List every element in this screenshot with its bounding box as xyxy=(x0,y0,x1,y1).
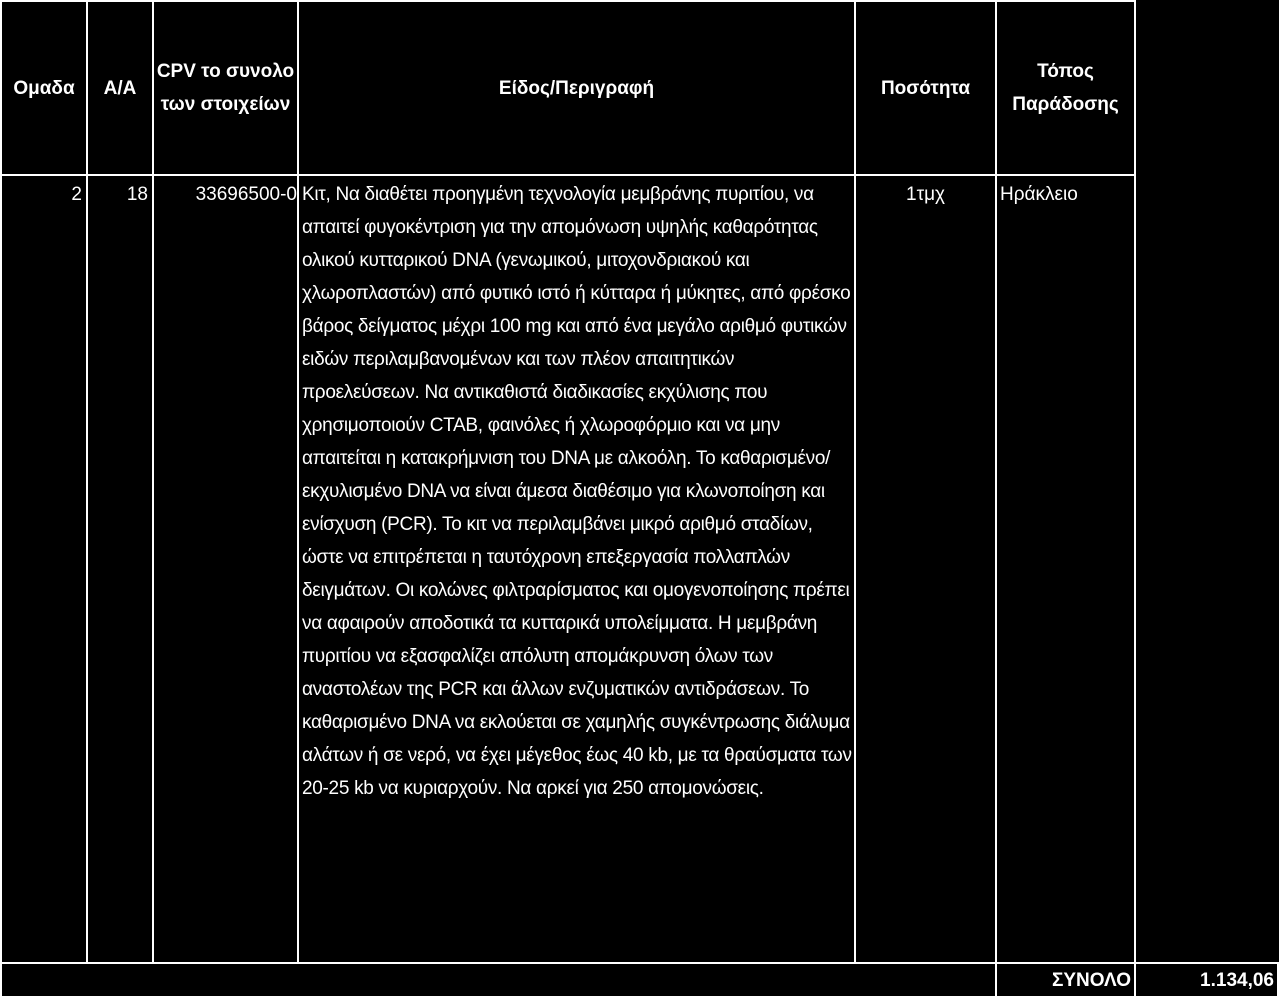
header-description-label: Είδος/Περιγραφή xyxy=(498,77,655,99)
header-delivery-place xyxy=(997,2,1134,174)
row-quantity: 1τμχ xyxy=(906,184,945,205)
header-cpv-label: CPV το συνολο των στοιχείων xyxy=(156,61,295,115)
header-group xyxy=(2,2,86,174)
header-cpv xyxy=(154,2,297,174)
col-border-6 xyxy=(1134,0,1136,998)
row-description: Κιτ, Να διαθέτει προηγμένη τεχνολογία μεμβράνης πυριτίου, να απαιτεί φυγοκέντριση για την απομόνωση υψηλής καθαρότητας ολικού κυτταρικού DNA (γενωμικού, μιτοχονδριακού και χλωροπλαστών) από φυτικό ιστό ή κύτταρα ή μύκητες, από φρέσκο βάρος δείγματος μέχρι 100 mg και από ένα μεγάλο αριθμό φυτικών ειδών περιλαμβανομένων και των πλέον απαιτητικών προελεύσεων. Να αντικαθιστά διαδικασίες εκχύλισης που χρησιμοποιούν CTAB, φαινόλες ή χλωροφόρμιο και να μην απαιτείται η κατακρήμνιση του DNA με αλκοόλη. Το καθαρισμένο/εκχυλισμένο DNA να είναι άμεσα διαθέσιμο για κλωνοποίηση και ενίσχυση (PCR). Το κιτ να περιλαμβάνει μικρό αριθμό σταδίων, ώστε να επιτρέπεται η ταυτόχρονη επεξεργασία πολλαπλών δειγμάτων. Οι κολώνες φιλτραρίσματος και ομογενοποίησης πρέπει να αφαιρούν αποδοτικά τα κυτταρικά υπολείμματα. Η μεμβράνη πυριτίου να εξασφαλίζει απόλυτη απομάκρυνση όλων των αναστολέων της PCR και άλλων ενζυματικών αντιδράσεων. Το καθαρισμένο DNA να εκλούεται σε χαμηλής συγκέντρωσης διάλυμα αλάτων ή σε νερό, να έχει μέγεθος έως 40 kb, με τα θραύσματα των 20-25 kb να κυριαρχούν. Να αρκεί για 250 απομονώσεις. xyxy=(302,184,852,799)
header-group-label: Ομαδα xyxy=(13,77,75,99)
header-quantity-label: Ποσότητα xyxy=(880,77,971,99)
total-label: ΣΥΝΟΛΟ xyxy=(1051,969,1131,991)
header-delivery-place-label: Τόπος Παράδοσης xyxy=(1012,61,1119,115)
header-aa-label: Α/Α xyxy=(103,77,137,99)
header-aa xyxy=(88,2,152,174)
row-delivery-place: Ηράκλειο xyxy=(1000,184,1078,205)
row-group: 2 xyxy=(71,184,82,205)
header-description xyxy=(299,2,854,174)
row-cpv: 33696500-0 xyxy=(195,184,297,205)
row-aa: 18 xyxy=(126,184,148,205)
header-quantity xyxy=(856,2,995,174)
total-value: 1.134,06 xyxy=(1200,969,1274,991)
